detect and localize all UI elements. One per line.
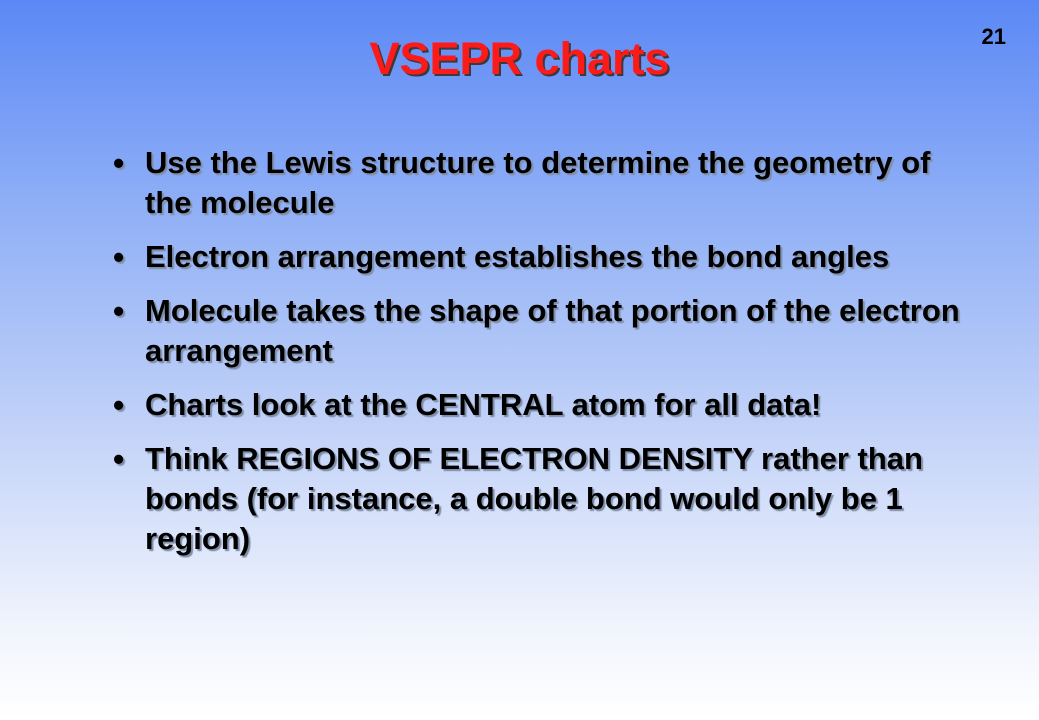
bullet-icon: •: [113, 145, 125, 181]
slide-number: 21: [981, 24, 1006, 49]
bullet-text: Use the Lewis structure to determine the geometry of the molecule: [145, 145, 931, 220]
bullet-text: Electron arrangement establishes the bond angles: [145, 239, 890, 274]
bullet-item: [113, 439, 983, 559]
bullet-text: Think REGIONS OF ELECTRON DENSITY rather than bonds (for instance, a double bond would only be 1 region): [145, 441, 923, 556]
bullet-icon: •: [113, 293, 125, 329]
bullet-item: [113, 291, 983, 371]
bullet-icon: •: [113, 387, 125, 423]
slide-title: VSEPR charts: [369, 33, 670, 84]
bullet-item: [113, 385, 983, 425]
bullet-item: [113, 143, 983, 223]
bullet-icon: •: [113, 239, 125, 275]
bullet-icon: •: [113, 441, 125, 477]
bullet-text: Charts look at the CENTRAL atom for all data!: [145, 387, 822, 422]
bullet-text: Molecule takes the shape of that portion of the electron arrangement: [145, 293, 960, 368]
bullet-list: [113, 143, 983, 573]
bullet-item: [113, 237, 983, 277]
